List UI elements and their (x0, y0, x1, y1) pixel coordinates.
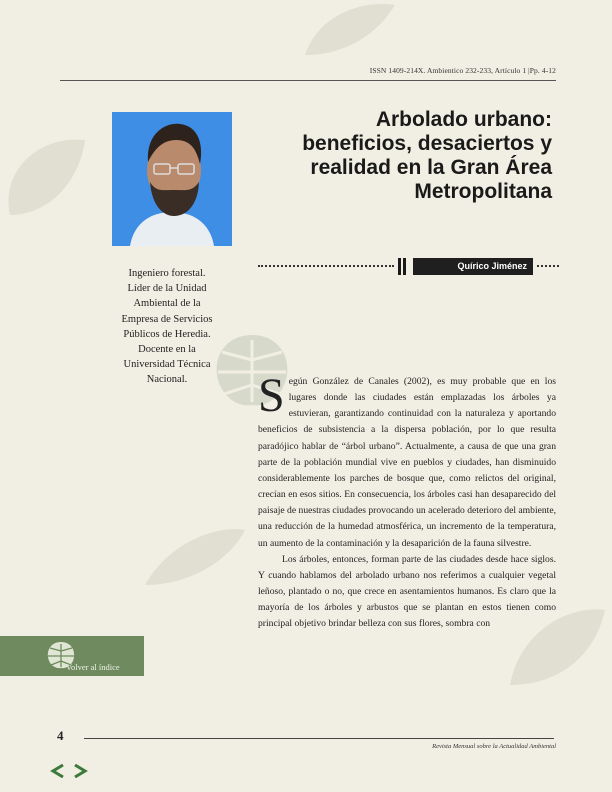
dotted-rule-left (258, 265, 394, 267)
paragraph (258, 369, 556, 552)
title-line: Metropolitana (414, 180, 552, 203)
author-bars (398, 258, 408, 276)
paragraph-text: egún González de Canales (2002), es muy probable que en los lugares donde las ciudades están emplazadas los árboles ya estuvieran, garantizando continuidad con la naturaleza y aportando beneficios de subsistencia a la dispersa población, por lo que resulta paradójico hablar de “árbol urbano”. Actualmente, a causa de que una gran parte de la población mundial vive en pueblos y ciudades, han disminuido considerablemente los parches de bosque que, como relictos del original, crecían en esos sitios. En consecuencia, los árboles casi han desaparecido del paisaje de nuestras ciudades provocando un acelerado deterioro del ambiente, una reducción de la humedad atmosférica, un incremento de la temperatura, un aumento de la contaminación y la desaparición de la fauna silvestre. (258, 376, 556, 549)
bio-line: Líder de la Unidad (127, 283, 207, 295)
back-to-index-button[interactable] (0, 636, 144, 676)
bio-line: Empresa de Servicios (121, 313, 213, 325)
background-leaf-icon (0, 130, 90, 220)
next-page-button[interactable] (72, 764, 88, 778)
dotted-rule-right (537, 265, 559, 267)
bio-line: Públicos de Heredia. (123, 328, 211, 340)
bio-line: Docente en la (138, 344, 196, 356)
back-to-index-label: Volver al índice (66, 662, 120, 672)
bio-line: Nacional. (146, 374, 188, 386)
article-title (252, 108, 552, 204)
page-number: 4 (57, 728, 64, 743)
article-body (258, 369, 556, 633)
bio-line: Ambiental de la (133, 298, 201, 310)
title-line: beneficios, desaciertos y (302, 132, 552, 155)
footer-divider (84, 738, 554, 739)
title-line: Arbolado urbano: (375, 108, 552, 131)
prev-page-button[interactable] (50, 764, 66, 778)
bio-line: Ingeniero forestal. (128, 268, 206, 279)
background-leaf-icon (300, 0, 400, 60)
journal-name: Revista Mensual sobre la Actualidad Ambiental (432, 743, 556, 750)
author-name: Quírico Jiménez (413, 258, 533, 275)
title-line: realidad en la Gran Área (310, 156, 552, 179)
drop-cap: S (258, 369, 285, 422)
paragraph: Los árboles, entonces, forman parte de las ciudades desde hace siglos. Y cuando hablamos del arbolado urbano nos referimos a cualquier vegetal leñoso, plantado o no, que crece en asentamientos humanos. Es claro que la mayoría de los árboles y arbustos que se plantan en estos tienen como principal objetivo brindar belleza con sus flores, sombra con (258, 553, 556, 630)
header-divider (60, 80, 556, 81)
bio-line: Universidad Técnica (123, 359, 211, 371)
author-bio (112, 266, 222, 388)
issn-header: ISSN 1409-214X. Ambientico 232-233, Artículo 1 |Pp. 4-12 (369, 66, 556, 75)
author-photo (112, 112, 232, 246)
background-leaf-icon (140, 520, 250, 590)
